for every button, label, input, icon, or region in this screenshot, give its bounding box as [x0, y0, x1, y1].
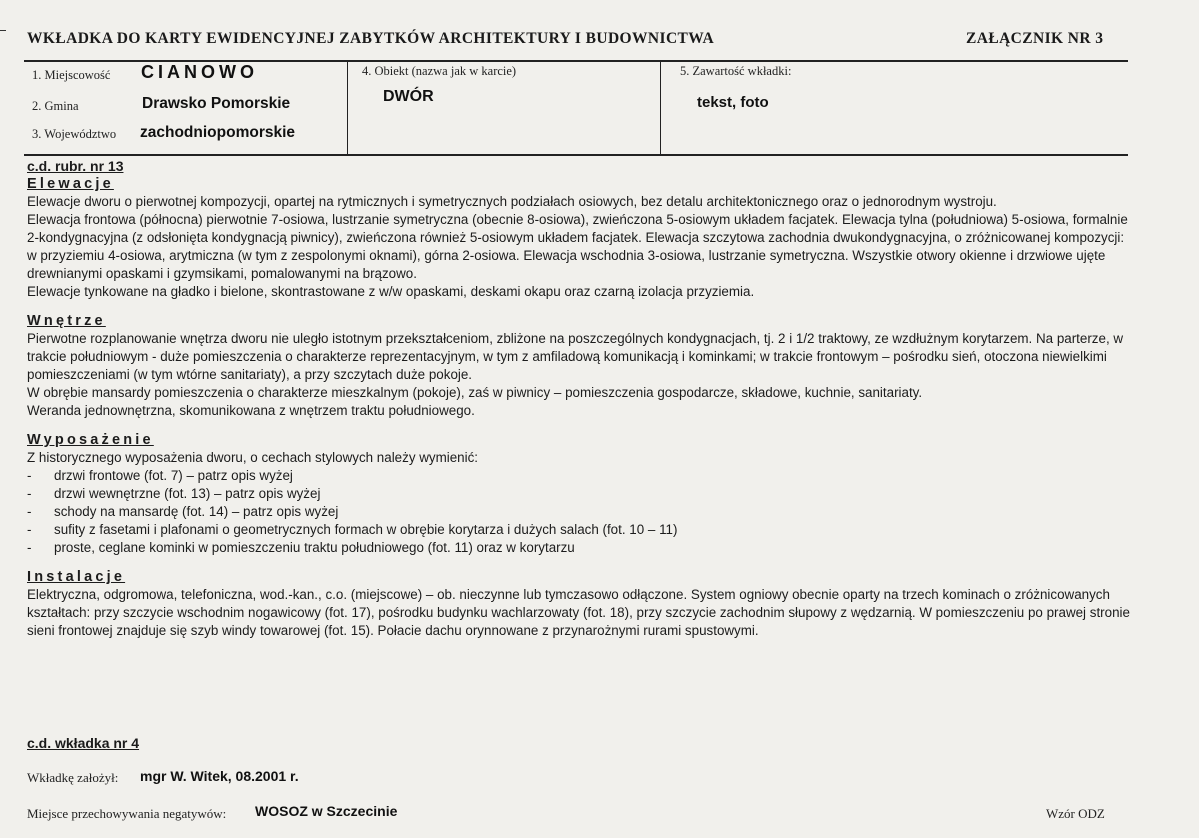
document-body — [27, 157, 1137, 640]
contents-value: tekst, foto — [697, 94, 769, 111]
commune-value: Drawsko Pomorskie — [142, 95, 291, 112]
list-item: - drzwi frontowe (fot. 7) – patrz opis wyżej — [27, 467, 1137, 485]
locality-label: 1. Miejscowość — [32, 68, 111, 82]
margin-tick — [0, 30, 6, 31]
section-heading-interior: Wnętrze — [27, 313, 106, 329]
paragraph: Elewacje tynkowane na gładko i bielone, skontrastowane z w/w opaskami, deskami okapu oraz czarną izolacja przyziemia. — [27, 284, 755, 299]
author-label: Wkładkę założył: — [27, 770, 119, 785]
locality-value: CIANOWO — [141, 62, 258, 82]
table-bottom-rule — [24, 154, 1128, 156]
author-value: mgr W. Witek, 08.2001 r. — [140, 768, 299, 784]
table-divider-1 — [347, 61, 348, 154]
storage-value: WOSOZ w Szczecinie — [255, 803, 398, 819]
section-heading-elevations: Elewacje — [27, 176, 114, 192]
section-heading-equipment: Wyposażenie — [27, 432, 154, 448]
paragraph: Z historycznego wyposażenia dworu, o cechach stylowych należy wymienić: — [27, 450, 479, 465]
document-title: WKŁADKA DO KARTY EWIDENCYJNEJ ZABYTKÓW ARCHITEKTURY I BUDOWNICTWA — [27, 30, 715, 47]
storage-label: Miejsce przechowywania negatywów: — [27, 806, 227, 821]
list-item: - proste, ceglane kominki w pomieszczeniu traktu południowego (fot. 11) oraz w korytarzu — [27, 539, 1137, 557]
object-label: 4. Obiekt (nazwa jak w karcie) — [362, 64, 517, 78]
list-item: - drzwi wewnętrzne (fot. 13) – patrz opis wyżej — [27, 485, 1137, 503]
paragraph: Elewacja frontowa (północna) pierwotnie 7-osiowa, lustrzanie symetryczna (obecnie 8-osiowa), zwieńczona 5-osiowym układem facjatek. Elewacja tylna (południowa) 5-osiowa, formalnie 2-kondygnacyjna (z odsłonięta kondygnacją piwnicy), zwieńczona również 5-osiowym układem facjatek. Elewacja szczytowa zachodnia dwukondygnacyjna, o zróżnicowanej kompozycji: w przyziemiu 4-osiowa, arytmiczna (w tym z zespolonymi oknami), górna 2-osiowa. Elewacja wschodnia 3-osiowa, lustrzanie symetryczna. Wszystkie otwory okienne i drzwiowe ujęte drewnianymi opaskami i gzymsikami, pomalowanymi na brązowo. — [27, 212, 1128, 281]
annex-number: ZAŁĄCZNIK NR 3 — [966, 30, 1104, 47]
paragraph: Weranda jednownętrzna, skomunikowana z wnętrzem traktu południowego. — [27, 403, 475, 418]
list-item: - schody na mansardę (fot. 14) – patrz opis wyżej — [27, 503, 1137, 521]
paragraph: W obrębie mansardy pomieszczenia o charakterze mieszkalnym (pokoje), zaś w piwnicy – pomieszczenia gospodarcze, składowe, kuchnie, sanitariaty. — [27, 385, 923, 400]
object-value: DWÓR — [383, 88, 434, 105]
commune-label: 2. Gmina — [32, 99, 79, 113]
rubric-continuation: c.d. rubr. nr 13 — [27, 158, 124, 174]
continuation-note: c.d. wkładka nr 4 — [27, 735, 140, 751]
contents-label: 5. Zawartość wkładki: — [680, 64, 792, 78]
table-divider-2 — [660, 61, 661, 154]
voivodeship-value: zachodniopomorskie — [140, 124, 296, 141]
section-heading-installations: Instalacje — [27, 569, 126, 585]
voivodeship-label: 3. Województwo — [32, 127, 117, 141]
list-item: - sufity z fasetami i plafonami o geometrycznych formach w obrębie korytarza i dużych salach (fot. 10 – 11) — [27, 521, 1137, 539]
paragraph: Pierwotne rozplanowanie wnętrza dworu nie uległo istotnym przekształceniom, zbliżone na poszczególnych kondygnacjach, tj. 2 i 1/2 traktowy, ze wzdłużnym korytarzem. Na parterze, w trakcie południowym - duże pomieszczenia o charakterze reprezentacyjnym, w tym z amfiladową komunikacją i kominkami; w trakcie frontowym – pośrodku sień, otoczona niewielkimi pomieszczeniami (w tym wtórne sanitariaty), a przy szczytach duże pokoje. — [27, 331, 1124, 382]
equipment-list — [27, 467, 1137, 557]
form-pattern-label: Wzór ODZ — [1046, 806, 1105, 821]
paragraph: Elektryczna, odgromowa, telefoniczna, wod.-kan., c.o. (miejscowe) – ob. nieczynne lub tymczasowo odłączone. System ogniowy obecnie oparty na trzech kominach o zróżnicowanych kształtach: przy szczycie wschodnim nogawicowy (fot. 17), pośrodku budynku wachlarzowaty (fot. 18), przy szczycie zachodnim słupowy z wędzarnią. W pomieszczeniu po prawej stronie sieni frontowej znajduje się szyb windy towarowej (fot. 15). Połacie dachu orynnowane z przynarożnymi rurami spustowymi. — [27, 587, 1130, 638]
paragraph: Elewacje dworu o pierwotnej kompozycji, opartej na rytmicznych i symetrycznych podziałach osiowych, bez detalu architektonicznego oraz o jednorodnym wystroju. — [27, 194, 997, 209]
